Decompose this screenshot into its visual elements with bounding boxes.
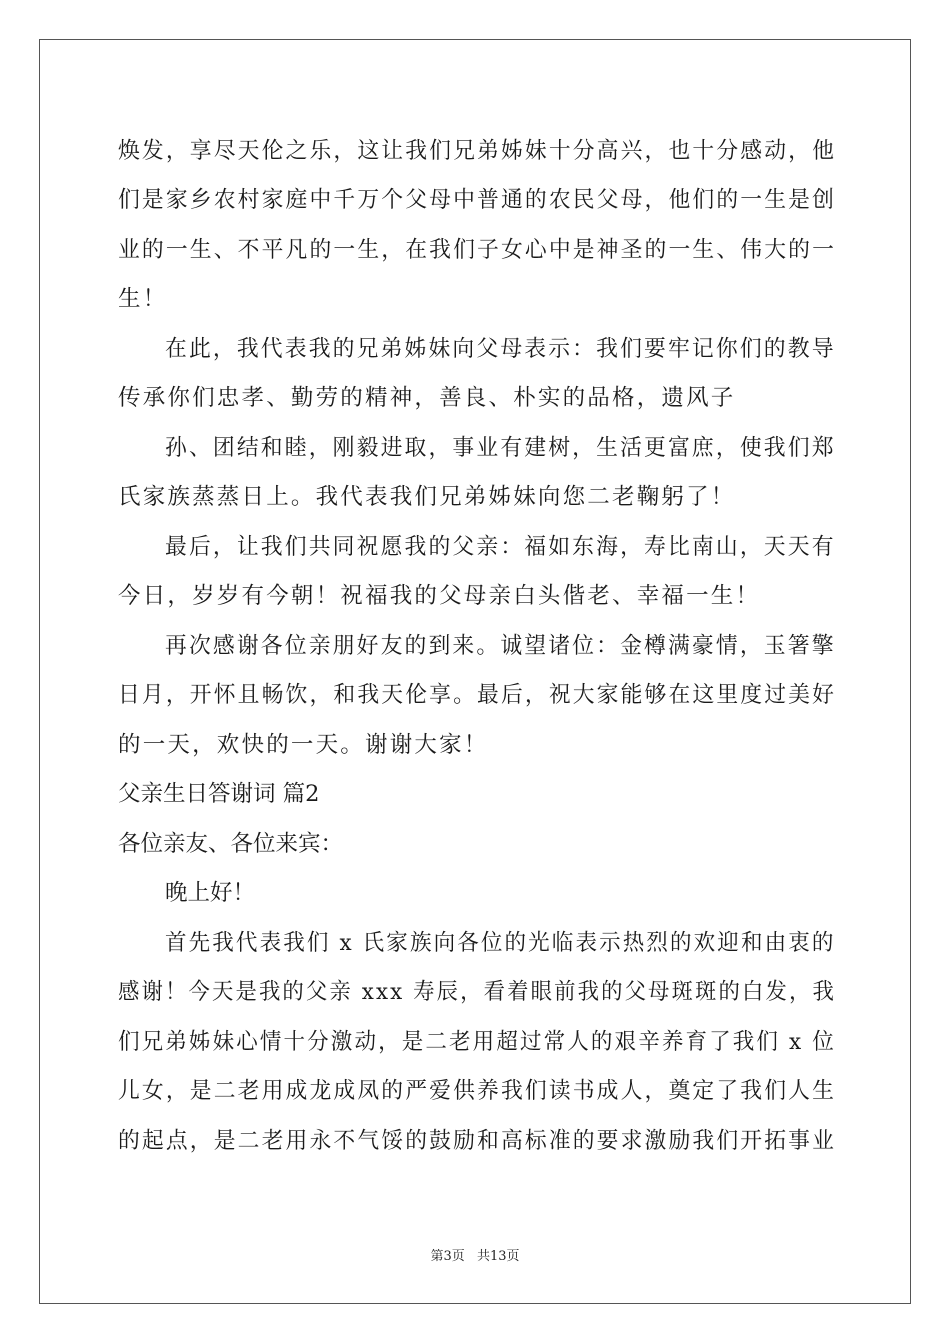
paragraph-line: 首先我代表我们 x 氏家族向各位的光临表示热烈的欢迎和由衷的 [165, 930, 836, 956]
paragraph-line: 传承你们忠孝、勤劳的精神，善良、朴实的品格，遗风子 [118, 385, 736, 411]
paragraph-line: 孙、团结和睦，刚毅进取，事业有建树，生活更富庶，使我们郑 [165, 435, 836, 461]
page-number: 第3页 [430, 1249, 465, 1264]
page-footer [0, 1249, 950, 1265]
paragraph-line: 焕发，享尽天伦之乐，这让我们兄弟姊妹十分高兴，也十分感动，他 [118, 138, 837, 164]
salutation: 各位亲友、各位来宾： [118, 831, 344, 857]
paragraph-line: 日月，开怀且畅饮，和我天伦享。最后，祝大家能够在这里度过美好 [118, 682, 837, 708]
paragraph-line: 再次感谢各位亲朋好友的到来。诚望诸位：金樽满豪情，玉箸擎 [165, 633, 836, 659]
paragraph-line: 感谢！今天是我的父亲 xxx 寿辰，看着眼前我的父母斑斑的白发，我 [118, 979, 836, 1005]
greeting: 晚上好！ [165, 880, 256, 906]
page-frame [39, 39, 911, 1304]
paragraph-line: 们兄弟姊妹心情十分激动，是二老用超过常人的艰辛养育了我们 x 位 [118, 1029, 836, 1055]
paragraph-line: 的一天，欢快的一天。谢谢大家！ [118, 732, 489, 758]
paragraph-line: 在此，我代表我的兄弟姊妹向父母表示：我们要牢记你们的教导 [165, 336, 836, 362]
paragraph-line: 今日，岁岁有今朝！祝福我的父母亲白头偕老、幸福一生！ [118, 583, 761, 609]
paragraph-line: 们是家乡农村家庭中千万个父母中普通的农民父母，他们的一生是创 [118, 187, 837, 213]
paragraph-line: 儿女，是二老用成龙成凤的严爱供养我们读书成人，奠定了我们人生 [118, 1078, 837, 1104]
paragraph-line: 最后，让我们共同祝愿我的父亲：福如东海，寿比南山，天天有 [165, 534, 836, 560]
section-heading: 父亲生日答谢词 篇2 [118, 781, 320, 807]
paragraph-line: 的起点，是二老用永不气馁的鼓励和高标准的要求激励我们开拓事业 [118, 1128, 837, 1154]
paragraph-line: 生！ [118, 286, 168, 312]
paragraph-line: 氏家族蒸蒸日上。我代表我们兄弟姊妹向您二老鞠躬了！ [118, 484, 736, 510]
paragraph-line: 业的一生、不平凡的一生，在我们子女心中是神圣的一生、伟大的一 [118, 237, 837, 263]
page-total: 共13页 [476, 1249, 520, 1264]
